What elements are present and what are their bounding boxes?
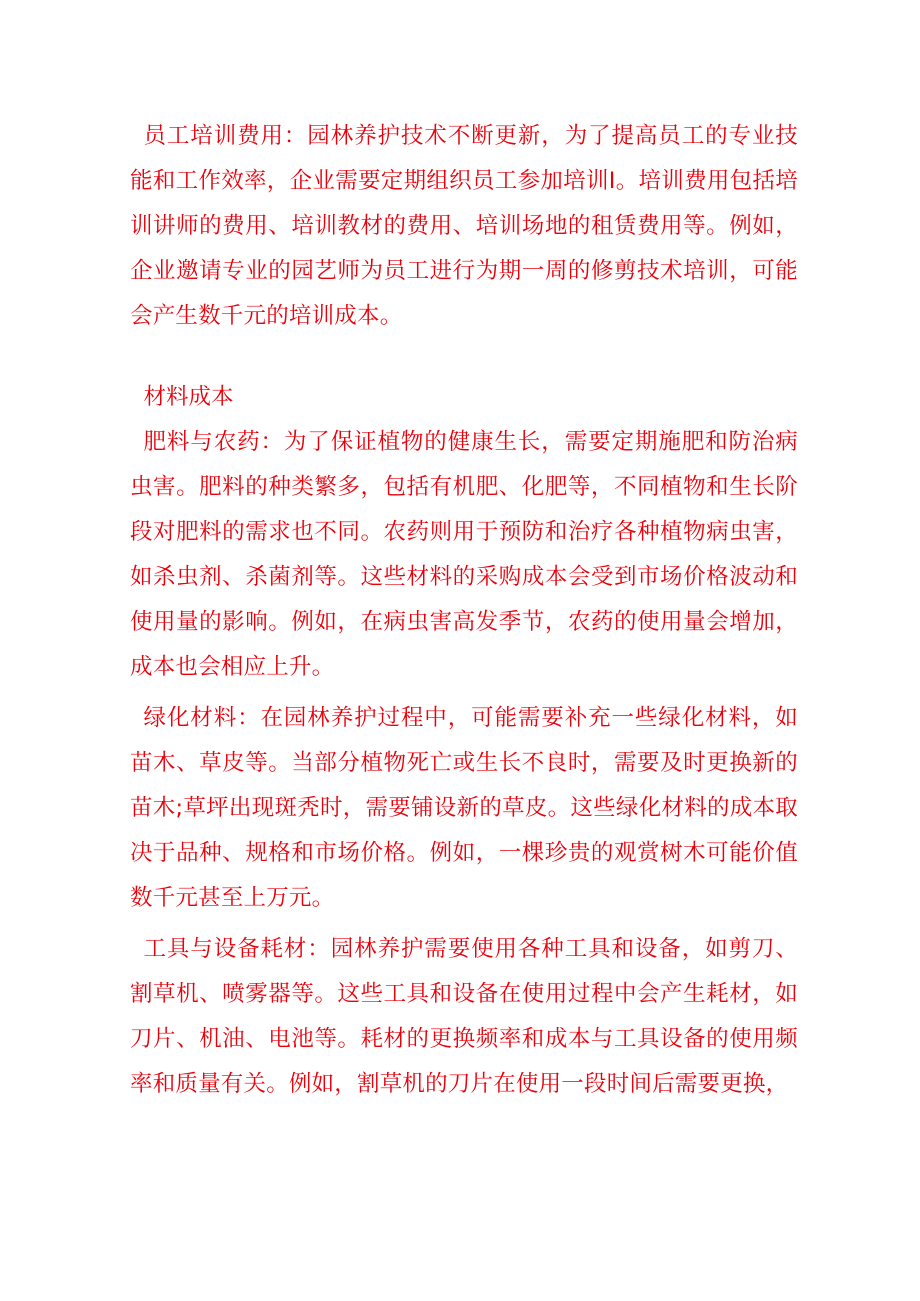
section-heading-material-cost: 材料成本 [143,384,234,410]
paragraph-tools-consumables: 工具与设备耗材：园林养护需要使用各种工具和设备，如剪刀、割草机、喷雾器等。这些工具和设备在使用过程中会产生耗材，如刀片、机油、电池等。耗材的更换频率和成本与工具设备的使用频率和质量有关。例如，割草机的刀片在使用一段时间后需要更换， [130,936,798,1097]
paragraph-greening-materials: 绿化材料：在园林养护过程中，可能需要补充一些绿化材料，如苗木、草皮等。当部分植物死亡或生长不良时，需要及时更换新的苗木;草坪出现斑秃时，需要铺设新的草皮。这些绿化材料的成本取决于品种、规格和市场价格。例如，一棵珍贵的观赏树木可能价值数千元甚至上万元。 [130,705,798,911]
spacer [130,339,798,375]
paragraph-staff-training: 员工培训费用：园林养护技术不断更新，为了提高员工的专业技能和工作效率，企业需要定期组织员工参加培训I。培训费用包括培训讲师的费用、培训教材的费用、培训场地的租赁费用等。例如，企业邀请专业的园艺师为员工进行为期一周的修剪技术培训，可能会产生数千元的培训成本。 [130,123,798,329]
paragraph-fertilizer-pesticide: 肥料与农药：为了保证植物的健康生长，需要定期施肥和防治病虫害。肥料的种类繁多，包括有机肥、化肥等，不同植物和生长阶段对肥料的需求也不同。农药则用于预防和治疗各种植物病虫害，如杀虫剂、杀菌剂等。这些材料的采购成本会受到市场价格波动和使用量的影响。例如，在病虫害高发季节，农药的使用量会增加，成本也会相应上升。 [130,429,798,680]
document-body [130,114,798,1107]
